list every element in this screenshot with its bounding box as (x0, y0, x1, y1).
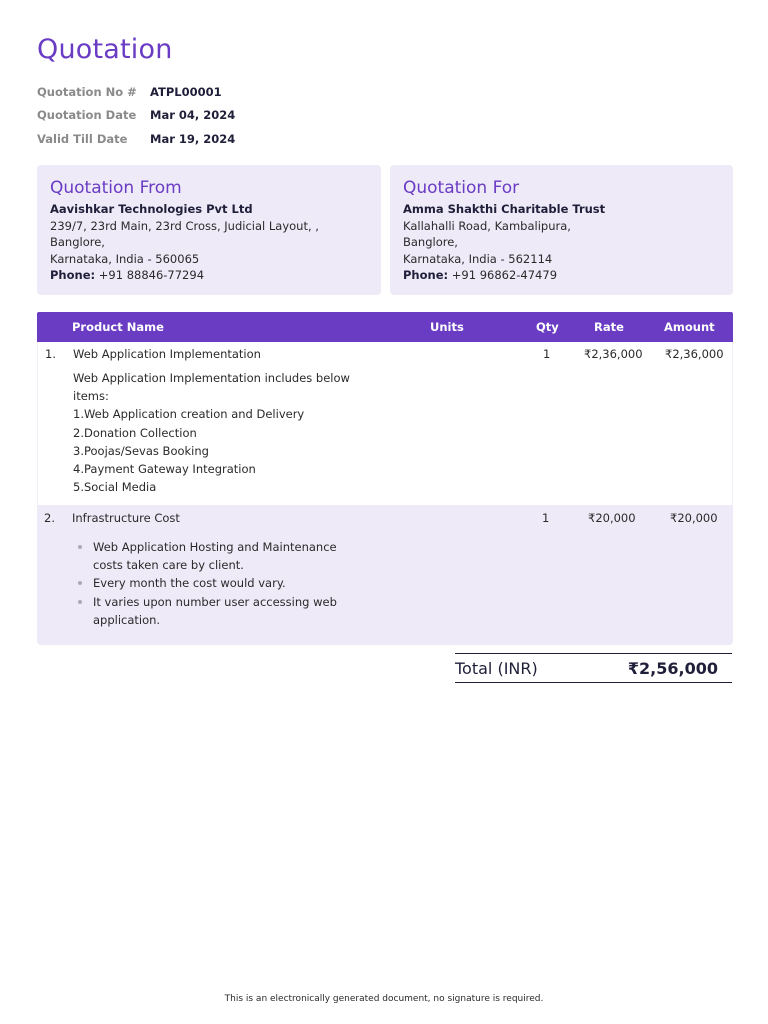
quotation-from-card (37, 165, 381, 295)
column-header-product: Product Name (72, 320, 164, 334)
sender-address-line: 239/7, 23rd Main, 23rd Cross, Judicial Layout, , (50, 218, 319, 233)
phone-label: Phone: (50, 268, 96, 282)
client-address-line: Karnataka, India - 562114 (403, 251, 553, 266)
description-line: items: (73, 389, 109, 404)
row-number: 1. (45, 347, 56, 361)
bullet-line: costs taken care by client. (93, 558, 244, 573)
quotation-for-heading: Quotation For (403, 178, 520, 198)
meta-label: Valid Till Date (37, 131, 128, 146)
table-header (37, 312, 733, 342)
table-row (37, 505, 733, 645)
bullet-line: Every month the cost would vary. (93, 576, 286, 591)
list-item (72, 593, 372, 629)
row-qty: 1 (542, 511, 550, 525)
bullet-line: application. (93, 612, 161, 627)
meta-label: Quotation No # (37, 84, 137, 99)
meta-row-date (37, 104, 235, 128)
description-line: 2.Donation Collection (73, 425, 197, 440)
client-phone (403, 267, 720, 284)
description-line: 3.Poojas/Sevas Booking (73, 443, 209, 458)
page-title: Quotation (37, 34, 173, 65)
phone-number: +91 88846-77294 (98, 268, 205, 282)
sender-phone (50, 267, 368, 284)
row-qty: 1 (543, 347, 551, 361)
items-table (37, 312, 733, 645)
client-address-line: Banglore, (403, 235, 458, 249)
table-row (37, 342, 733, 505)
product-name: Infrastructure Cost (72, 511, 180, 525)
meta-label: Quotation Date (37, 108, 137, 123)
description-line: 4.Payment Gateway Integration (73, 462, 256, 477)
product-bullet-list (72, 538, 372, 629)
sender-name: Aavishkar Technologies Pvt Ltd (50, 202, 253, 216)
product-name: Web Application Implementation (73, 347, 261, 361)
product-description (73, 369, 373, 496)
row-amount: ₹2,36,000 (665, 347, 724, 361)
sender-address-line: Karnataka, India - 560065 (50, 251, 200, 266)
description-line: 1.Web Application creation and Delivery (73, 407, 305, 422)
client-name: Amma Shakthi Charitable Trust (403, 202, 606, 216)
phone-number: +91 96862-47479 (451, 268, 558, 282)
quotation-from-heading: Quotation From (50, 178, 182, 198)
bullet-line: Web Application Hosting and Maintenance (93, 540, 337, 554)
list-item (72, 574, 372, 592)
description-line: 5.Social Media (73, 480, 157, 495)
row-amount: ₹20,000 (670, 511, 718, 525)
client-address-line: Kallahalli Road, Kambalipura, (403, 218, 571, 233)
list-item (72, 538, 372, 574)
quotation-number: ATPL00001 (150, 84, 222, 99)
meta-row-number (37, 80, 235, 104)
footer-note: This is an electronically generated document, no signature is required. (224, 994, 544, 1004)
meta-row-valid-till (37, 127, 235, 151)
column-header-qty: Qty (536, 320, 559, 334)
sender-address-line: Banglore, (50, 235, 105, 249)
row-rate: ₹2,36,000 (584, 347, 643, 361)
total-row (455, 653, 732, 683)
row-rate: ₹20,000 (588, 511, 636, 525)
quotation-date: Mar 04, 2024 (150, 108, 236, 123)
bullet-line: It varies upon number user accessing web (93, 594, 337, 609)
description-line: Web Application Implementation includes below (73, 371, 350, 385)
row-number: 2. (44, 511, 55, 525)
valid-till-date: Mar 19, 2024 (150, 131, 236, 146)
total-label: Total (INR) (455, 658, 538, 678)
column-header-amount: Amount (664, 320, 715, 334)
quotation-for-card (390, 165, 733, 295)
column-header-units: Units (430, 320, 464, 334)
phone-label: Phone: (403, 268, 449, 282)
quotation-meta (37, 80, 235, 151)
column-header-rate: Rate (594, 320, 624, 334)
total-value: ₹2,56,000 (627, 658, 718, 678)
